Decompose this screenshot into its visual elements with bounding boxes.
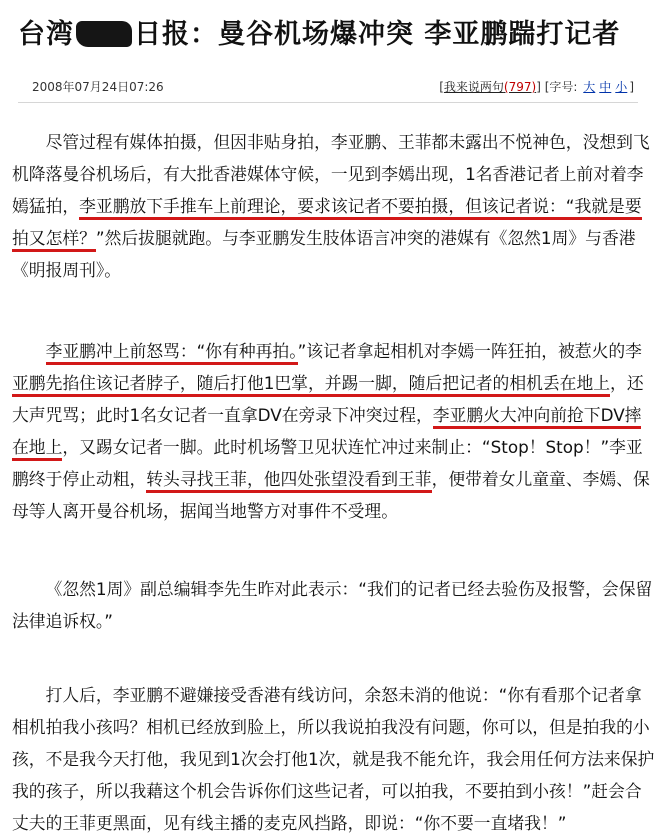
text-line: 拍又怎样？”然后拔腿就跑。与李亚鹏发生肢体语言冲突的港媒有《忽然1周》与香港 [12, 222, 650, 254]
highlighted-text: 拍又怎样？ [12, 228, 96, 252]
font-size-bracket-close: ] [629, 80, 634, 94]
text-line: 打人后，李亚鹏不避嫌接受香港有线访问，余怒未消的他说：“你有看那个记者拿 [45, 685, 642, 705]
font-size-medium-link[interactable]: 中 [599, 80, 612, 94]
headline-prefix: 台湾 [18, 19, 74, 50]
text-line: 丈夫的王菲更黑面，见有线主播的麦克风挡路，即说：“你不要一直堵我！” [12, 813, 567, 833]
paragraph-4 [12, 679, 654, 839]
highlighted-text: 李亚鹏冲上前怒骂：“你有种再拍。 [46, 341, 298, 365]
text-line: 在地上，又踢女记者一脚。此时机场警卫见状连忙冲过来制止：“Stop！Stop！”李亚 [12, 431, 650, 463]
font-size-large-link[interactable]: 大 [583, 80, 596, 94]
article-tools [439, 78, 634, 95]
publish-datetime: 2008年07月24日07:26 [32, 80, 164, 94]
highlighted-text: 亚鹏先掐住该记者脖子，随后打他1巴掌，并踢一脚，随后把记者的相机丢在地上 [12, 373, 610, 397]
paragraph-2 [12, 335, 650, 527]
highlighted-text: 李亚鹏放下手推车上前理论，要求该记者不要拍摄，但该记者说：“我就是要 [79, 196, 641, 220]
highlighted-text: 转头寻找王菲，他四处张望没看到王菲 [146, 469, 431, 493]
text-line: 尽管过程有媒体拍摄，但因非贴身拍，李亚鹏、王菲都未露出不悦神色，没想到飞 [45, 132, 650, 152]
paragraph-1 [12, 126, 650, 286]
font-size-label: [字号: [544, 80, 578, 94]
text-line: 大声咒骂；此时1名女记者一直拿DV在旁录下冲突过程，李亚鹏火大冲向前抢下DV摔 [12, 399, 650, 431]
article-headline [18, 12, 658, 51]
meta-divider [18, 102, 638, 103]
highlighted-text: 李亚鹏火大冲向前抢下DV摔 [433, 405, 642, 429]
text-line: 法律追诉权。” [12, 611, 113, 631]
text-line: 《明报周刊》。 [12, 260, 122, 280]
text-line: 孩，不是我今天打他，我见到1次会打他1次，就是我不能允许，我会用任何方法来保护 [12, 749, 655, 769]
article-meta-bar [0, 72, 660, 98]
text-line: 机降落曼谷机场后，有大批香港媒体守候，一见到李嫣出现，1名香港记者上前对着李 [12, 164, 644, 184]
comment-link[interactable] [444, 80, 536, 94]
comment-link-label[interactable]: 我来说两句 [443, 80, 504, 94]
comment-bracket-close: ] [536, 80, 541, 94]
highlighted-text: 在地上 [12, 437, 62, 461]
text-line: 亚鹏先掐住该记者脖子，随后打他1巴掌，并踢一脚，随后把记者的相机丢在地上，还 [12, 367, 650, 399]
headline-suffix: 日报：曼谷机场爆冲突 李亚鹏踹打记者 [134, 19, 621, 50]
redaction-block [76, 21, 132, 47]
text-line: 相机拍我小孩吗？相机已经放到脸上，所以我说拍我没有问题，你可以，但是拍我的小 [12, 717, 650, 737]
text-line: 嫣猛拍，李亚鹏放下手推车上前理论，要求该记者不要拍摄，但该记者说：“我就是要 [12, 190, 650, 222]
text-line: 我的孩子，所以我藉这个机会告诉你们这些记者，可以拍我，不要拍到小孩！”赶会合 [12, 781, 642, 801]
comment-bracket-open: [ [439, 80, 444, 94]
comment-count[interactable]: (797) [503, 80, 537, 94]
paragraph-3 [12, 573, 652, 637]
text-line: 李亚鹏冲上前怒骂：“你有种再拍。”该记者拿起相机对李嫣一阵狂拍，被惹火的李 [12, 335, 650, 367]
text-line: 母等人离开曼谷机场，据闻当地警方对事件不受理。 [12, 501, 398, 521]
font-size-small-link[interactable]: 小 [615, 80, 628, 94]
text-line: 《忽然1周》副总编辑李先生昨对此表示：“我们的记者已经去验伤及报警，会保留 [45, 579, 653, 599]
text-line: 鹏终于停止动粗，转头寻找王菲，他四处张望没看到王菲，便带着女儿童童、李嫣、保 [12, 463, 650, 495]
